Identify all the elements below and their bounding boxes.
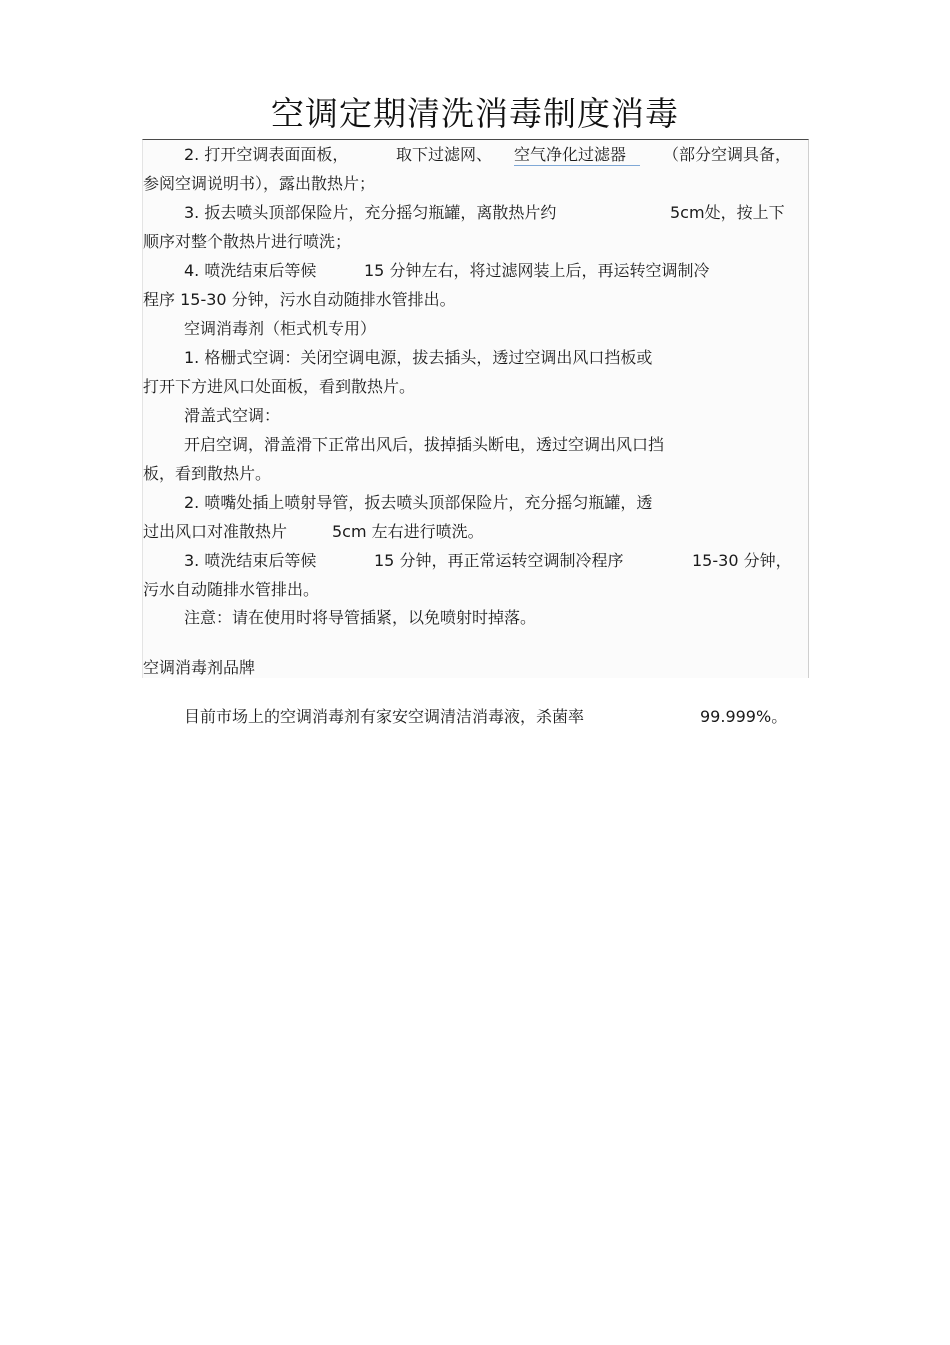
document-title: 空调定期清洗消毒制度消毒 [271,94,679,133]
step-2-remove-filter: 取下过滤网、 [396,145,493,164]
grille-step-1-continued: 打开下方进风口处面板，看到散热片。 [143,377,416,396]
nozzle-step-2-continued: 过出风口对准散热片 [143,522,288,541]
step-2-open-panel: 2. 打开空调表面面板， [184,145,349,164]
step-2-continued: 参阅空调说明书），露出散热片； [143,174,376,193]
nozzle-step-2-distance: 5cm 左右进行喷洗。 [332,522,484,541]
step-4-reinstall: 15 分钟左右，将过滤网装上后，再运转空调制冷 [364,261,710,280]
step-2-note: （部分空调具备， [663,145,792,164]
grille-step-1: 1. 格栅式空调：关闭空调电源，拔去插头，透过空调出风口挡板或 [184,348,653,367]
step-3-continued: 顺序对整个散热片进行喷洗； [143,232,352,251]
nozzle-step-2: 2. 喷嘴处插上喷射导管，扳去喷头顶部保险片，充分摇匀瓶罐，透 [184,493,653,512]
brand-description: 目前市场上的空调消毒剂有家安空调清洁消毒液，杀菌率 [184,707,585,726]
step-3-spray: 3. 扳去喷头顶部保险片，充分摇匀瓶罐，离散热片约 [184,203,557,222]
section-disinfectant-brand: 空调消毒剂品牌 [143,658,256,677]
air-purifier-filter-link[interactable]: 空气净化过滤器 [514,145,640,166]
usage-note: 注意：请在使用时将导管插紧，以免喷射时掉落。 [184,608,537,627]
cabinet-step-3-wait: 3. 喷洗结束后等候 [184,551,317,570]
step-3-distance: 5cm处，按上下 [670,203,785,222]
sliding-cover-step-continued: 板，看到散热片。 [143,464,272,483]
cabinet-step-3-run: 15 分钟，再正常运转空调制冷程序 [374,551,624,570]
section-cabinet-disinfectant: 空调消毒剂（柜式机专用） [184,319,377,338]
sliding-cover-heading: 滑盖式空调： [184,406,281,425]
cabinet-step-3-continued: 污水自动随排水管排出。 [143,580,320,599]
sliding-cover-step: 开启空调，滑盖滑下正常出风后，拔掉插头断电，透过空调出风口挡 [184,435,665,454]
cabinet-step-3-duration: 15-30 分钟， [692,551,792,570]
sterilization-rate: 99.999%。 [700,707,788,726]
step-4-continued: 程序 15-30 分钟，污水自动随排水管排出。 [143,290,456,309]
step-4-wait: 4. 喷洗结束后等候 [184,261,317,280]
